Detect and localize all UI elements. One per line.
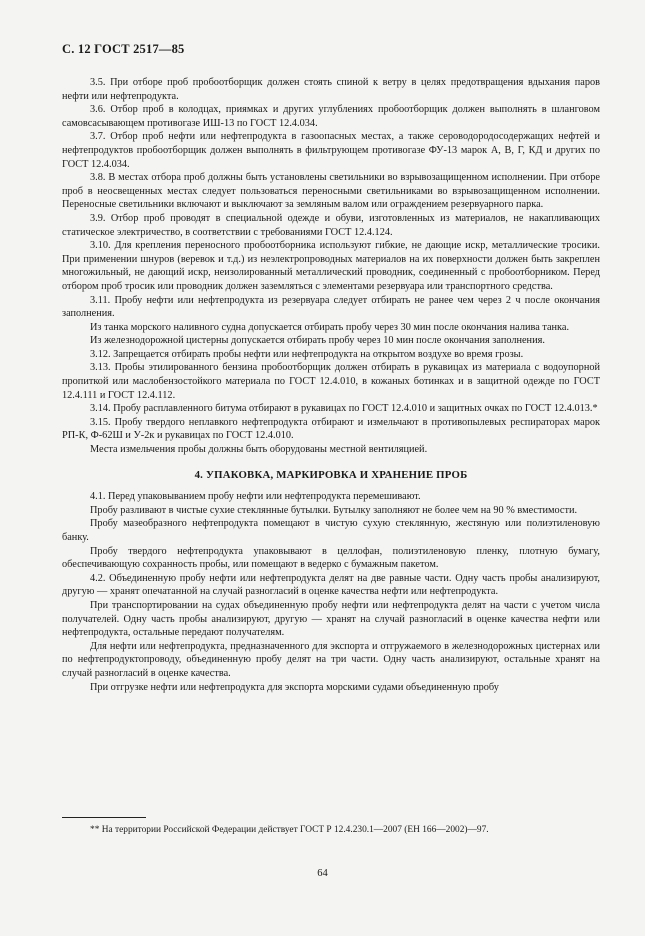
footnote-divider [62,817,146,818]
paragraph: 3.13. Пробы этилированного бензина пробоотборщик должен отбирать в рукавицах из материала с водоупорной пропиткой или маслобензостойкого материала по ГОСТ 12.4.010, в кожаных ботинках и в защитной одежде по ГОСТ 12.4.111 и ГОСТ 12.4.112. [62,362,600,401]
paragraph: 3.9. Отбор проб проводят в специальной одежде и обуви, изготовленных из материалов, не накапливающих статическое электричество, в соответствии с требованиями ГОСТ 12.4.124. [62,212,600,238]
paragraph: 3.11. Пробу нефти или нефтепродукта из резервуара следует отбирать не ранее чем через 2 ч после окончания заполнения. [62,294,600,320]
paragraph: 3.6. Отбор проб в колодцах, приямках и других углублениях пробоотборщик должен выполнять в шланговом самовсасывающем противогазе ИШ-13 по ГОСТ 12.4.034. [62,104,600,129]
paragraph: Из железнодорожной цистерны допускается отбирать пробу через 10 мин после окончания заполнения. [90,335,545,347]
paragraph: При транспортировании на судах объединенную пробу нефти или нефтепродукта делят на части с учетом числа получателей. Одну часть пробы анализируют, другую — хранят на случай разногласий в оценке качества нефти или нефтепродукта, остальные передают получателям. [62,599,600,639]
paragraph: Из танка морского наливного судна допускается отбирать пробу через 30 мин после окончания налива танка. [90,321,570,333]
section-title: 4. УПАКОВКА, МАРКИРОВКА И ХРАНЕНИЕ ПРОБ [194,468,468,481]
paragraph: Пробу твердого нефтепродукта упаковывают в целлофан, полиэтиленовую пленку, плотную бумагу, обеспечивающую сохранность пробы, или помещают в ведерко с бумажным пакетом. [62,545,600,571]
paragraph: 3.5. При отборе проб пробоотборщик должен стоять спиной к ветру в целях предотвращения вдыхания паров нефти или нефтепродукта. [62,77,600,102]
paragraph: 3.7. Отбор проб нефти или нефтепродукта в газоопасных местах, а также сероводородосодержащих нефтей и нефтепродуктов пробоотборщик должен выполнять в фильтрующем противогазе ФУ-13 марок А, В, Г, КД и других по ГОСТ 12.4.034. [62,131,600,170]
body-text [62,76,600,694]
footnote: ** На территории Российской Федерации действует ГОСТ Р 12.4.230.1—2007 (ЕН 166—2002)—97. [90,825,489,835]
page-header: С. 12 ГОСТ 2517—85 [62,42,185,56]
paragraph: 3.10. Для крепления переносного пробоотборника используют гибкие, не дающие искр, металлические тросики. При применении шнуров (веревок и т.д.) из неэлектропроводных материалов на их поверхности должен быть закреплен многожильный, не дающий искр, неизолированный металлический проводник, соединенный с пробоотборником. Перед отбором проб тросик или проводник должен заземляться с элементами резервуара или транспортного средства. [62,240,600,292]
paragraph: Пробу мазеобразного нефтепродукта помещают в чистую сухую стеклянную, жестяную или полиэтиленовую банку. [62,518,600,543]
paragraph: 4.2. Объединенную пробу нефти или нефтепродукта делят на две равные части. Одну часть пробы анализируют, другую — хранят опечатанной на случай разногласий в оценке качества нефти или нефтепродукта. [62,572,600,598]
paragraph: 3.15. Пробу твердого неплавкого нефтепродукта отбирают и измельчают в противопылевых респираторах марок РП-К, Ф-62Ш и У-2к и рукавицах по ГОСТ 12.4.010. [62,416,600,442]
paragraph: При отгрузке нефти или нефтепродукта для экспорта морскими судами объединенную пробу [90,681,499,693]
paragraph: 3.12. Запрещается отбирать пробы нефти или нефтепродукта на открытом воздухе во время грозы. [90,348,524,360]
paragraph: 4.1. Перед упаковыванием пробу нефти или нефтепродукта перемешивают. [90,491,421,503]
paragraph: 3.8. В местах отбора проб должны быть установлены светильники во взрывозащищенном исполнении. При отборе проб в неосвещенных местах следует пользоваться переносными светильниками во взрывозащищенном исполнении. Переносные светильники включают и выключают за земляным валом или ограждением резервуарного парка. [62,172,600,211]
paragraph: Места измельчения пробы должны быть оборудованы местной вентиляцией. [90,444,428,456]
paragraph: 3.14. Пробу расплавленного битума отбирают в рукавицах по ГОСТ 12.4.010 и защитных очках по ГОСТ 12.4.013.* [90,403,598,415]
page-number: 64 [317,868,328,879]
paragraph: Для нефти или нефтепродукта, предназначенного для экспорта и отгружаемого в железнодорожных цистернах или по нефтепродуктопроводу, объединенную пробу делят на три части. Одну часть анализируют, остальные хранят на случай разногласий в оценке качества. [62,640,600,679]
paragraph: Пробу разливают в чистые сухие стеклянные бутылки. Бутылку заполняют не более чем на 90 % вместимости. [90,504,578,516]
